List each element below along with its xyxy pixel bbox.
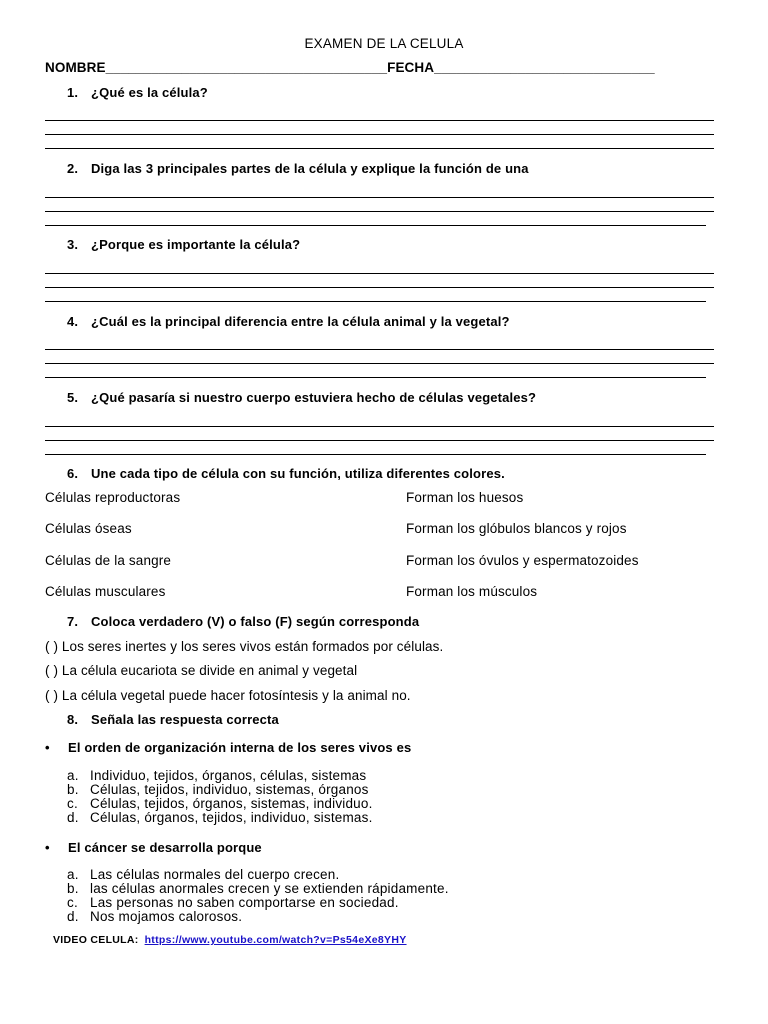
bullet-icon: • [45,840,50,855]
mc-question-2 [45,840,262,855]
question-text: Coloca verdadero (V) o falso (F) según corresponda [91,614,420,629]
question-1 [67,85,208,100]
option-text: Células, tejidos, individuo, sistemas, órganos [90,782,369,797]
match-right-item: Forman los glóbulos blancos y rojos [406,521,627,536]
question-number: 4. [67,314,79,329]
video-reference [53,934,407,946]
true-false-item: ( ) Los seres inertes y los seres vivos están formados por células. [45,639,444,654]
match-right-item: Forman los huesos [406,490,524,505]
mc-option [67,868,339,882]
answer-line [45,273,714,274]
option-text: Las personas no saben comportarse en sociedad. [90,895,399,910]
match-left-item: Células musculares [45,584,166,599]
question-text: ¿Qué es la célula? [91,85,208,100]
option-text: Nos mojamos calorosos. [90,909,243,924]
answer-line [45,363,714,364]
true-false-item: ( ) La célula vegetal puede hacer fotosíntesis y la animal no. [45,688,411,703]
answer-line [45,287,714,288]
option-text: Células, tejidos, órganos, sistemas, individuo. [90,796,373,811]
question-5 [67,390,536,405]
answer-line [45,349,714,350]
option-letter: c. [67,895,78,910]
question-text: Diga las 3 principales partes de la célula y explique la función de una [91,161,529,176]
question-number: 8. [67,712,79,727]
question-text: Une cada tipo de célula con su función, utiliza diferentes colores. [91,466,505,481]
mc-option [67,783,369,797]
answer-line [45,440,714,441]
answer-line [45,120,714,121]
answer-line [45,225,706,226]
true-false-item: ( ) La célula eucariota se divide en animal y vegetal [45,663,358,678]
option-letter: a. [67,867,79,882]
question-number: 2. [67,161,79,176]
question-8 [67,712,279,727]
question-4 [67,314,510,329]
question-number: 7. [67,614,79,629]
option-letter: d. [67,909,79,924]
video-label: VIDEO CELULA: [53,934,139,946]
question-text: Señala las respuesta correcta [91,712,279,727]
answer-line [45,211,714,212]
mc-option [67,811,373,825]
option-text: las células anormales crecen y se extienden rápidamente. [90,881,449,896]
question-number: 1. [67,85,79,100]
option-letter: b. [67,881,79,896]
question-6 [67,466,505,481]
mc-option [67,769,366,783]
question-2 [67,161,529,176]
question-number: 6. [67,466,79,481]
question-text: ¿Cuál es la principal diferencia entre la célula animal y la vegetal? [91,314,510,329]
mc-option [67,896,399,910]
mc-option [67,910,242,924]
option-letter: b. [67,782,79,797]
question-number: 3. [67,237,79,252]
answer-line [45,197,714,198]
question-number: 5. [67,390,79,405]
mc-question-1 [45,740,411,755]
match-left-item: Células de la sangre [45,553,172,568]
option-text: Las células normales del cuerpo crecen. [90,867,340,882]
option-letter: c. [67,796,78,811]
name-date-line: NOMBRE_____________________________________FECHA_____________________________ [45,60,655,75]
match-right-item: Forman los óvulos y espermatozoides [406,553,639,568]
answer-line [45,134,714,135]
video-link[interactable]: https://www.youtube.com/watch?v=Ps54eXe8YHY [144,934,407,946]
option-text: Células, órganos, tejidos, individuo, sistemas. [90,810,373,825]
option-letter: d. [67,810,79,825]
bullet-icon: • [45,740,50,755]
answer-line [45,377,706,378]
question-text: ¿Qué pasaría si nuestro cuerpo estuviera hecho de células vegetales? [91,390,537,405]
answer-line [45,148,714,149]
mc-question-text: El cáncer se desarrolla porque [68,840,262,855]
match-right-item: Forman los músculos [406,584,538,599]
question-text: ¿Porque es importante la célula? [91,237,301,252]
mc-option [67,882,449,896]
question-7 [67,614,419,629]
answer-line [45,301,706,302]
option-text: Individuo, tejidos, órganos, células, sistemas [90,768,367,783]
option-letter: a. [67,768,79,783]
answer-line [45,454,706,455]
mc-question-text: El orden de organización interna de los seres vivos es [68,740,412,755]
mc-option [67,797,373,811]
answer-line [45,426,714,427]
question-3 [67,237,300,252]
match-left-item: Células óseas [45,521,132,536]
exam-title: EXAMEN DE LA CELULA [304,36,464,51]
match-left-item: Células reproductoras [45,490,181,505]
